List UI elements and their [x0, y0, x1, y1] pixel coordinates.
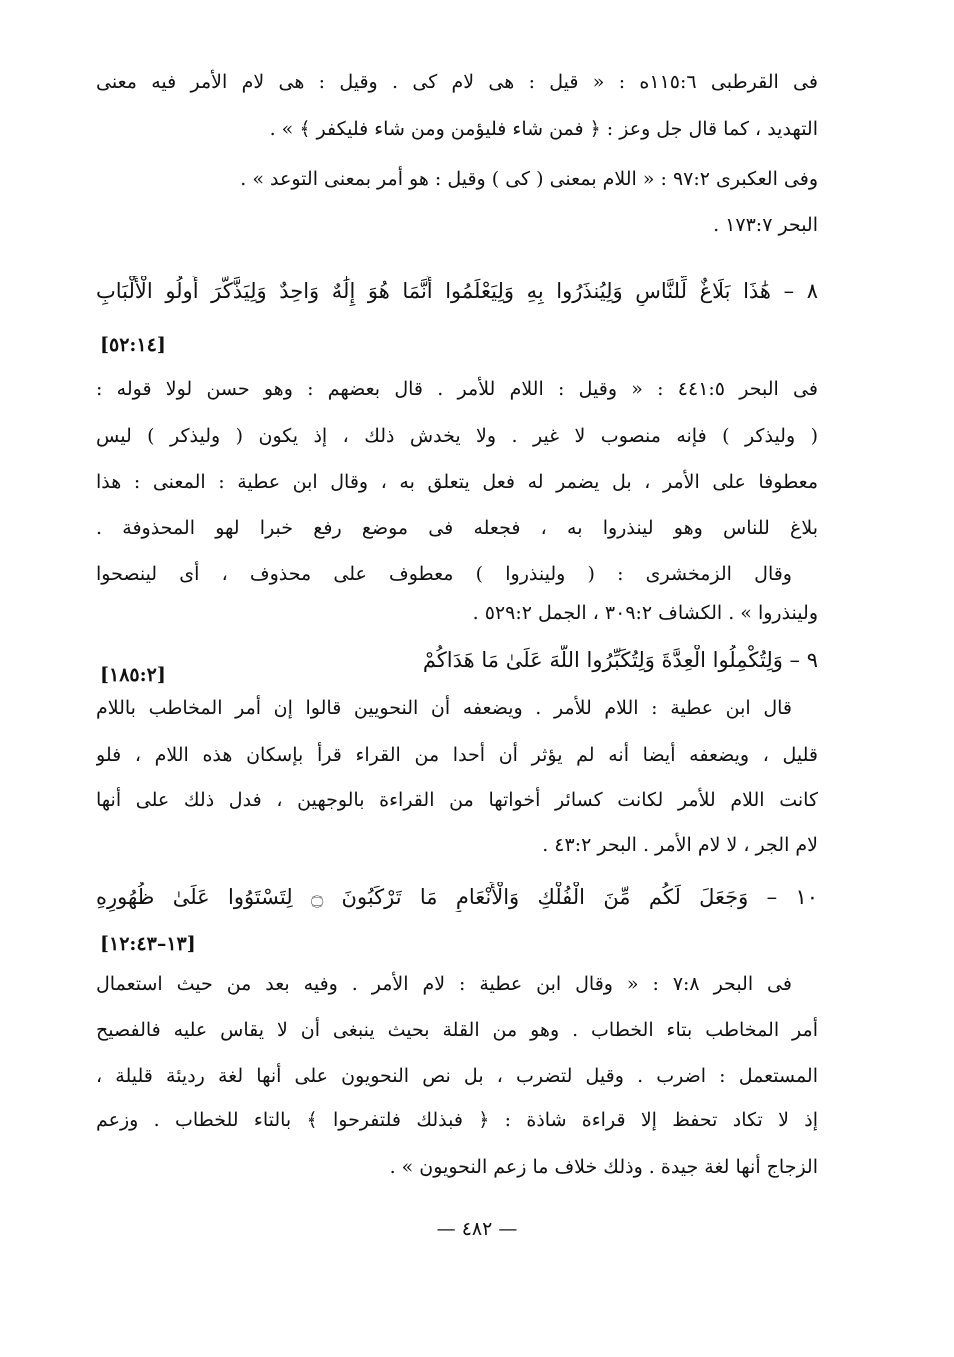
- text-line: قال ابن عطية : اللام للأمر . ويضعفه أن النحويين قالوا إن أمر المخاطب باللام: [96, 697, 792, 719]
- verse-reference: [٥٢:١٤]: [100, 334, 166, 356]
- text-line: فى القرطبى ١١٥:٦ه : « قيل : هى لام كى . وقيل : هى لام الأمر فيه معنى: [96, 71, 818, 93]
- text-line: إذ لا تكاد تحفظ إلا قراءة شاذة : ﴿ فبذلك فلتفرحوا ﴾ بالتاء للخطاب . وزعم: [96, 1109, 818, 1131]
- verse-reference: [١٣–١٢:٤٣]: [100, 933, 196, 955]
- text-line: معطوفا على الأمر ، بل يضمر له فعل يتعلق به ، وقال ابن عطية : المعنى : هذا: [96, 471, 818, 493]
- text-line: وفى العكبرى ٩٧:٢ : « اللام بمعنى ( كى ) وقيل : هو أمر بمعنى التوعد » .: [240, 168, 818, 190]
- quran-verse-line: ٩ – وَلِتُكْمِلُوا الْعِدَّةَ وَلِتُكَبِّرُوا اللَّهَ عَلَىٰ مَا هَدَاكُمْ: [422, 648, 818, 672]
- text-line: لام الجر ، لا لام الأمر . البحر ٤٣:٢ .: [542, 834, 818, 856]
- text-line: أمر المخاطب بتاء الخطاب . وهو من القلة بحيث ينبغى أن لا يقاس عليه فالفصيح: [96, 1019, 818, 1041]
- text-line: كانت اللام للأمر لكانت كسائر أخواتها من القراءة بالوجهين ، فدل ذلك على أنها: [96, 789, 818, 811]
- text-line: ولينذروا » . الكشاف ٣٠٩:٢ ، الجمل ٥٢٩:٢ .: [472, 602, 818, 624]
- text-line: الزجاج أنها لغة جيدة . وذلك خلاف ما زعم النحويون » .: [389, 1156, 818, 1178]
- text-line: التهديد ، كما قال جل وعز : ﴿ فمن شاء فليؤمن ومن شاء فليكفر ﴾ » .: [269, 118, 818, 140]
- text-line: ( وليذكر ) فإنه منصوب لا غير . ولا يخدش ذلك ، إذ يكون ( وليذكر ) ليس: [96, 425, 818, 447]
- text-line: المستعمل : اضرب . وقيل لتضرب ، بل نص النحويون على أنها لغة رديئة قليلة ،: [96, 1065, 818, 1087]
- text-line: قليل ، ويضعفه أيضا أنه لم يؤثر أن أحدا من القراء قرأ بإسكان هذه اللام ، فلو: [96, 744, 818, 766]
- text-line: وقال الزمخشرى : ( ولينذروا ) معطوف على محذوف ، أى لينصحوا: [96, 563, 792, 585]
- text-line: فى البحر ٧:٨ : « وقال ابن عطية : لام الأمر . وفيه بعد من حيث استعمال: [96, 973, 792, 995]
- quran-verse-line: ١٠ – وَجَعَلَ لَكُم مِّنَ الْفُلْكِ وَالْأَنْعَامِ مَا تَرْكَبُونَ ۝ لِتَسْتَوُوا عَلَىٰ ظُهُورِهِ: [96, 885, 818, 909]
- quran-verse-line: ٨ – هَٰذَا بَلَاغٌ لِّلنَّاسِ وَلِيُنذَرُوا بِهِ وَلِيَعْلَمُوا أَنَّمَا هُوَ إِلَٰهٌ وَاحِدٌ وَلِيَذَّكَّرَ أُولُو الْأَلْبَابِ: [96, 279, 818, 303]
- text-line: البحر ١٧٣:٧ .: [713, 214, 818, 236]
- text-line: فى البحر ٤٤١:٥ : « وقيل : اللام للأمر . قال بعضهم : وهو حسن لولا قوله :: [96, 378, 818, 400]
- page-number: — ٤٨٢ —: [436, 1218, 518, 1240]
- verse-reference: [١٨٥:٢]: [100, 664, 166, 686]
- text-line: بلاغ للناس وهو لينذروا به ، فجعله فى موضع رفع خبرا لهو المحذوفة .: [96, 517, 818, 539]
